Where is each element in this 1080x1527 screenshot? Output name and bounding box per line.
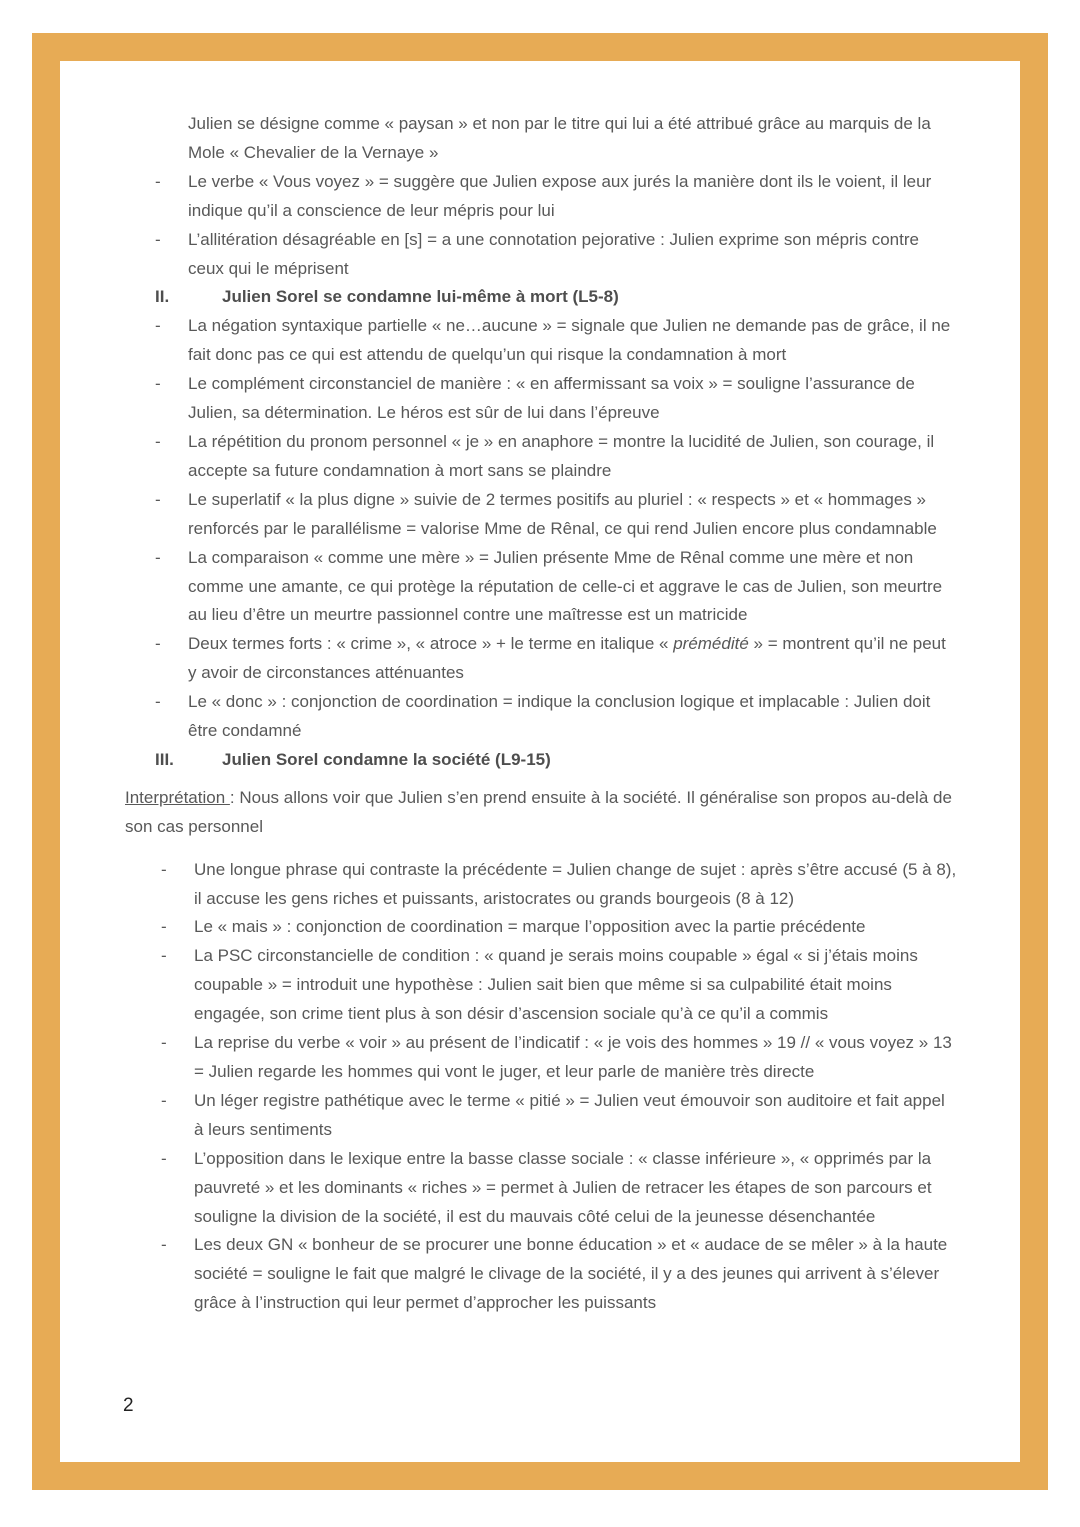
bullet-text (188, 370, 958, 428)
text-run: Le superlatif « la plus digne » suivie de 2 termes positifs au pluriel : « respects » et « hommages » renforcés par le parallélisme = valorise Mme de Rênal, ce qui rend Julien encore plus condamnable (188, 489, 937, 538)
bullet-item (161, 913, 958, 942)
text-run: » = montrent qu’il ne peut y avoir de circonstances atténuantes (188, 634, 946, 683)
bullet-text (194, 1029, 958, 1087)
bullet-item (161, 1231, 958, 1318)
text-run: La PSC circonstancielle de condition : « quand je serais moins coupable » égal « si j’étais moins coupable » = introduit une hypothèse : Julien sait bien que même si sa culpabilité était moins engagée, son crime tient plus à son désir d’ascension sociale qu’à ce qu’il a commis (194, 946, 918, 1024)
bullet-text (194, 1145, 958, 1232)
bullet-dash: - (155, 547, 161, 567)
bullet-text (188, 428, 958, 486)
section-number: II. (155, 287, 170, 307)
text-run: : Nous allons voir que Julien s’en prend ensuite à la société. Il généralise son propos au-delà de son cas personnel (125, 787, 952, 836)
text-run: La reprise du verbe « voir » au présent de l’indicatif : « je vois des hommes » 19 // « vous voyez » 13 = Julien regarde les hommes qui vont le juger, et leur parle de manière très directe (194, 1033, 952, 1081)
document-blocks (125, 110, 958, 1318)
bullet-text (194, 1087, 958, 1145)
bullet-dash: - (155, 431, 161, 451)
text-run: Le « donc » : conjonction de coordination = indique la conclusion logique et implacable : Julien doit être condamné (188, 692, 931, 741)
bullet-dash: - (161, 1148, 167, 1168)
section-title: Julien Sorel se condamne lui-même à mort (L5-8) (222, 287, 619, 307)
bullet-item (155, 370, 958, 428)
bullet-text (188, 486, 958, 544)
text-run: Le « mais » : conjonction de coordination = marque l’opposition avec la partie précédente (194, 917, 866, 937)
bullet-dash: - (161, 1090, 167, 1110)
interpretation-paragraph (125, 784, 958, 842)
bullet-dash: - (155, 171, 161, 191)
bullet-text (188, 544, 958, 631)
bullet-item (161, 1145, 958, 1232)
text-run: Une longue phrase qui contraste la précédente = Julien change de sujet : après s’être accusé (5 à 8), il accuse les gens riches et puissants, aristocrates ou grands bourgeois (8 à 12) (194, 859, 957, 908)
bullet-item (155, 688, 958, 746)
text-run: Le complément circonstanciel de manière : « en affermissant sa voix » = souligne l’assurance de Julien, sa détermination. Le héros est sûr de lui dans l’épreuve (188, 374, 915, 423)
page-number: 2 (123, 1395, 134, 1416)
bullet-text (188, 168, 958, 226)
section-number: III. (155, 749, 174, 769)
text-run: La répétition du pronom personnel « je » en anaphore = montre la lucidité de Julien, son courage, il accepte sa future condamnation à mort sans se plaindre (188, 431, 935, 480)
bullet-dash: - (161, 946, 167, 966)
bullet-dash: - (155, 374, 161, 394)
bullet-item (155, 312, 958, 370)
section-heading (155, 746, 958, 775)
continuation-paragraph (188, 110, 958, 168)
bullet-text (194, 913, 958, 942)
bullet-text (188, 312, 958, 370)
text-run: Le verbe « Vous voyez » = suggère que Julien expose aux jurés la manière dont ils le voient, il leur indique qu’il a conscience de leur mépris pour lui (188, 171, 932, 220)
text-run: Interprétation (125, 787, 230, 807)
bullet-dash: - (161, 1033, 167, 1053)
text-run: Un léger registre pathétique avec le terme « pitié » = Julien veut émouvoir son auditoire et fait appel à leurs sentiments (194, 1090, 945, 1139)
text-run: Les deux GN « bonheur de se procurer une bonne éducation » et « audace de se mêler » à la haute société = souligne le fait que malgré le clivage de la société, il y a des jeunes qui arrivent à s’élever grâce à l’instruction qui leur permet d’approcher les puissants (194, 1235, 948, 1313)
bullet-dash: - (155, 634, 161, 654)
text-run: Deux termes forts : « crime », « atroce » + le terme en italique « (188, 634, 674, 654)
section-title: Julien Sorel condamne la société (L9-15) (222, 749, 551, 769)
bullet-item (161, 1087, 958, 1145)
bullet-dash: - (155, 229, 161, 249)
text-run: La négation syntaxique partielle « ne…aucune » = signale que Julien ne demande pas de grâce, il ne fait donc pas ce qui est attendu de quelqu’un qui risque la condamnation à mort (188, 316, 951, 365)
bullet-text (188, 688, 958, 746)
bullet-dash: - (161, 1235, 167, 1255)
text-run: L’allitération désagréable en [s] = a une connotation pejorative : Julien exprime son mépris contre ceux qui le méprisent (188, 229, 919, 278)
bullet-dash: - (155, 489, 161, 509)
bullet-item (155, 486, 958, 544)
text-run: prémédité (673, 634, 749, 654)
bullet-item (155, 428, 958, 486)
bullet-item (155, 544, 958, 631)
bullet-item (155, 226, 958, 284)
bullet-dash: - (155, 692, 161, 712)
bullet-text (194, 942, 958, 1029)
text-run: Julien se désigne comme « paysan » et non par le titre qui lui a été attribué grâce au marquis de la Mole « Chevalier de la Vernaye » (188, 114, 931, 162)
bullet-item (155, 168, 958, 226)
bullet-item (161, 1029, 958, 1087)
bullet-text (188, 630, 958, 688)
bullet-item (161, 856, 958, 914)
bullet-dash: - (155, 316, 161, 336)
bullet-dash: - (161, 859, 167, 879)
bullet-text (194, 856, 958, 914)
bullet-item (161, 942, 958, 1029)
text-run: L’opposition dans le lexique entre la basse classe sociale : « classe inférieure », « opprimés par la pauvreté » et les dominants « riches » = permet à Julien de retracer les étapes de son parcours et souligne la division de la société, il est du mauvais côté celui de la jeunesse désenchantée (194, 1148, 932, 1226)
bullet-item (155, 630, 958, 688)
section-heading (155, 283, 958, 312)
text-run: La comparaison « comme une mère » = Julien présente Mme de Rênal comme une mère et non comme une amante, ce qui protège la réputation de celle-ci et aggrave le cas de Julien, son meurtre au lieu d’être un meurtre passionnel contre une maîtresse est un matricide (188, 547, 943, 625)
bullet-dash: - (161, 917, 167, 937)
bullet-text (188, 226, 958, 284)
bullet-text (194, 1231, 958, 1318)
